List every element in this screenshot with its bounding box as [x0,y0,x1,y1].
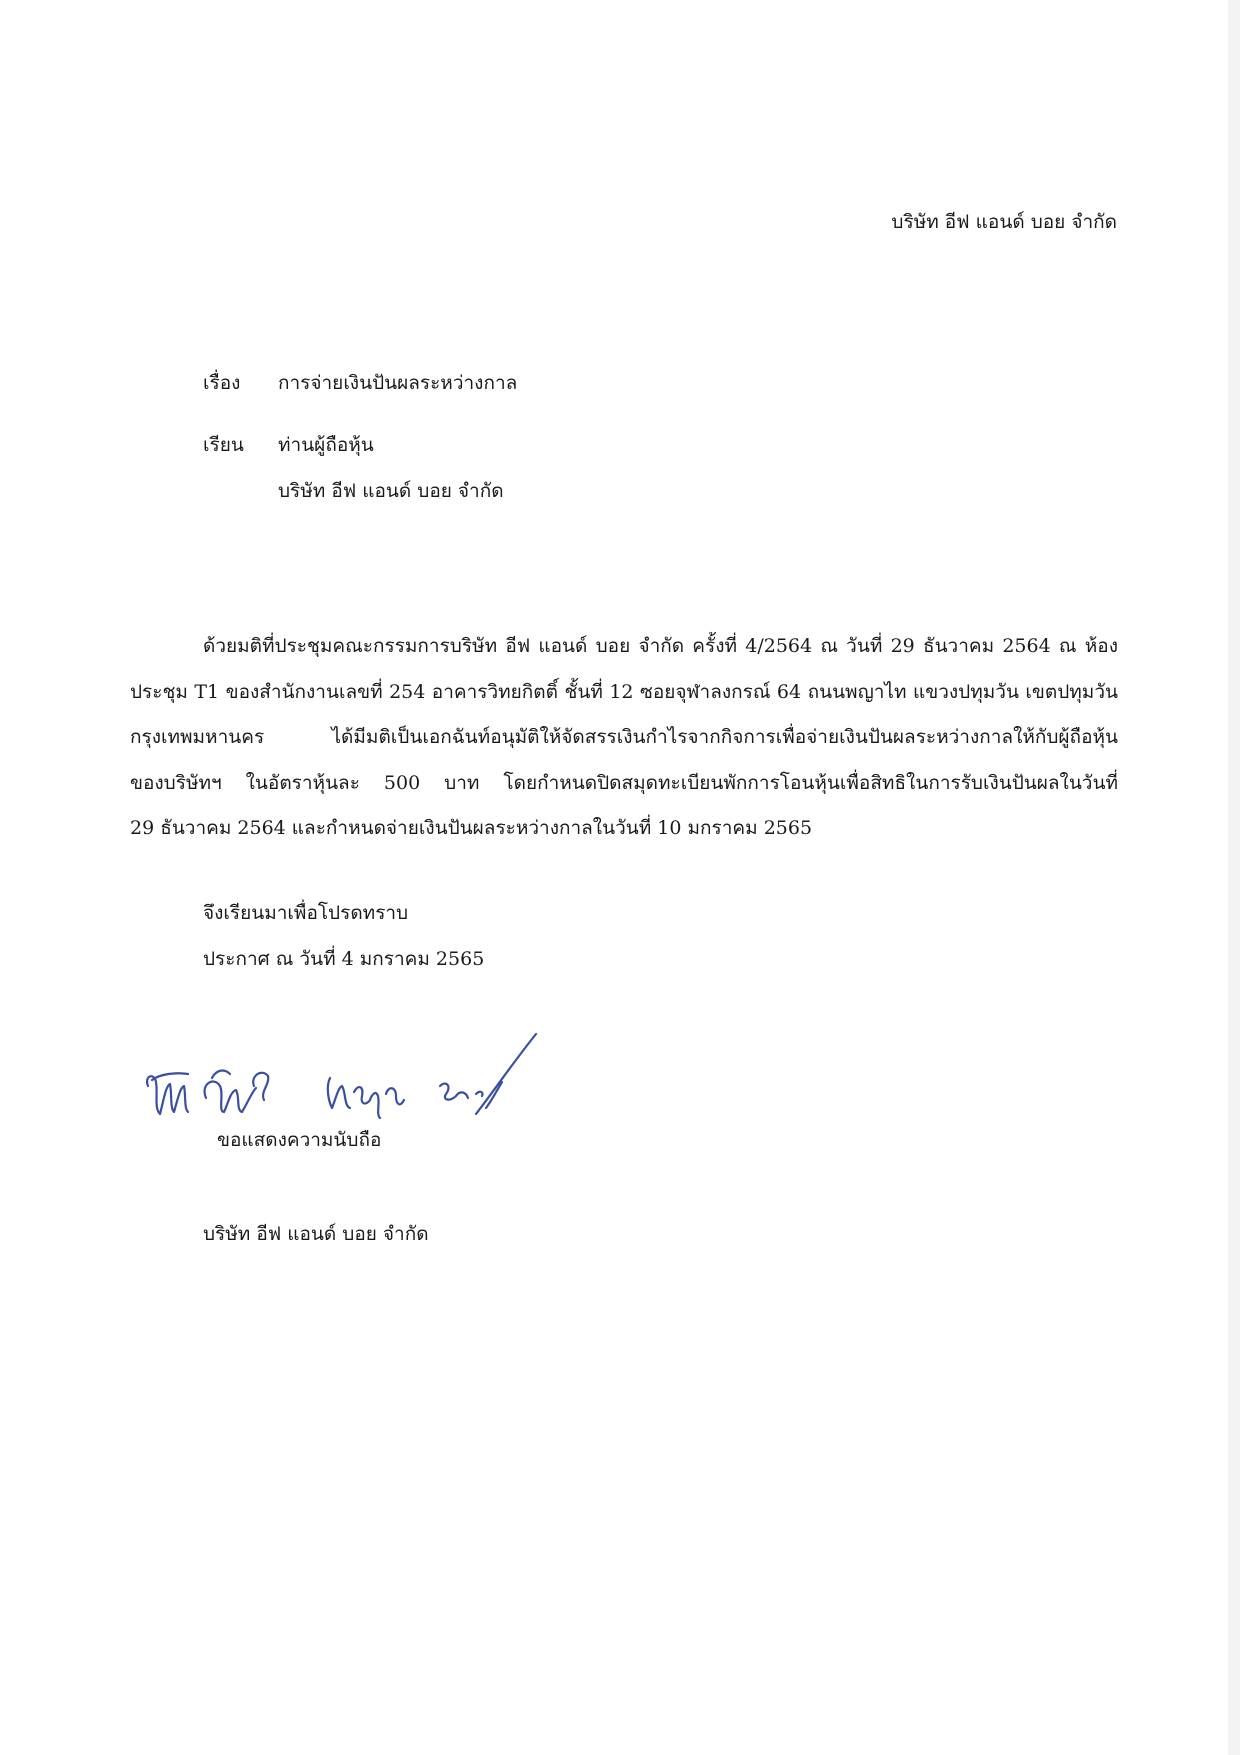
subject-label: เรื่อง [203,372,241,394]
closing-line: จึงเรียนมาเพื่อโปรดทราบ [203,902,409,924]
letterhead-company: บริษัท อีฟ แอนด์ บอย จำกัด [891,211,1117,233]
body-line: 29 ธันวาคม 2564 และกำหนดจ่ายเงินปันผลระหว่างกาลในวันที่ 10 มกราคม 2565 [130,817,813,840]
body-line: กรุงเทพมหานคร ได้มีมติเป็นเอกฉันท์อนุมัติให้จัดสรรเงินกำไรจากกิจการเพื่อจ่ายเงินปันผลระหว่างกาลให้กับผู้ถือหุ้น [130,726,1118,749]
body-line: ด้วยมติที่ประชุมคณะกรรมการบริษัท อีฟ แอนด์ บอย จำกัด ครั้งที่ 4/2564 ณ วันที่ 29 ธันวาคม 2564 ณ ห้อง [203,635,1118,657]
addressee-label: เรียน [203,434,244,456]
page-edge [1228,0,1240,1755]
complimentary-close: ขอแสดงความนับถือ [217,1129,382,1151]
signatory-company: บริษัท อีฟ แอนด์ บอย จำกัด [203,1223,429,1245]
body-line: ของบริษัทฯ ในอัตราหุ้นละ 500 บาท โดยกำหนดปิดสมุดทะเบียนพักการโอนหุ้นเพื่อสิทธิในการรับเงินปันผลในวันที่ [130,771,1118,794]
addressee-line-2: บริษัท อีฟ แอนด์ บอย จำกัด [278,480,504,502]
subject-text: การจ่ายเงินปันผลระหว่างกาล [278,372,518,394]
announcement-date: ประกาศ ณ วันที่ 4 มกราคม 2565 [203,948,485,970]
body-paragraph [130,624,1118,852]
body-line: ประชุม T1 ของสำนักงานเลขที่ 254 อาคารวิทยกิตติ์ ชั้นที่ 12 ซอยจุฬาลงกรณ์ 64 ถนนพญาไท แขวงปทุมวัน เขตปทุมวัน [130,680,1118,703]
addressee-line-1: ท่านผู้ถือหุ้น [278,434,374,456]
